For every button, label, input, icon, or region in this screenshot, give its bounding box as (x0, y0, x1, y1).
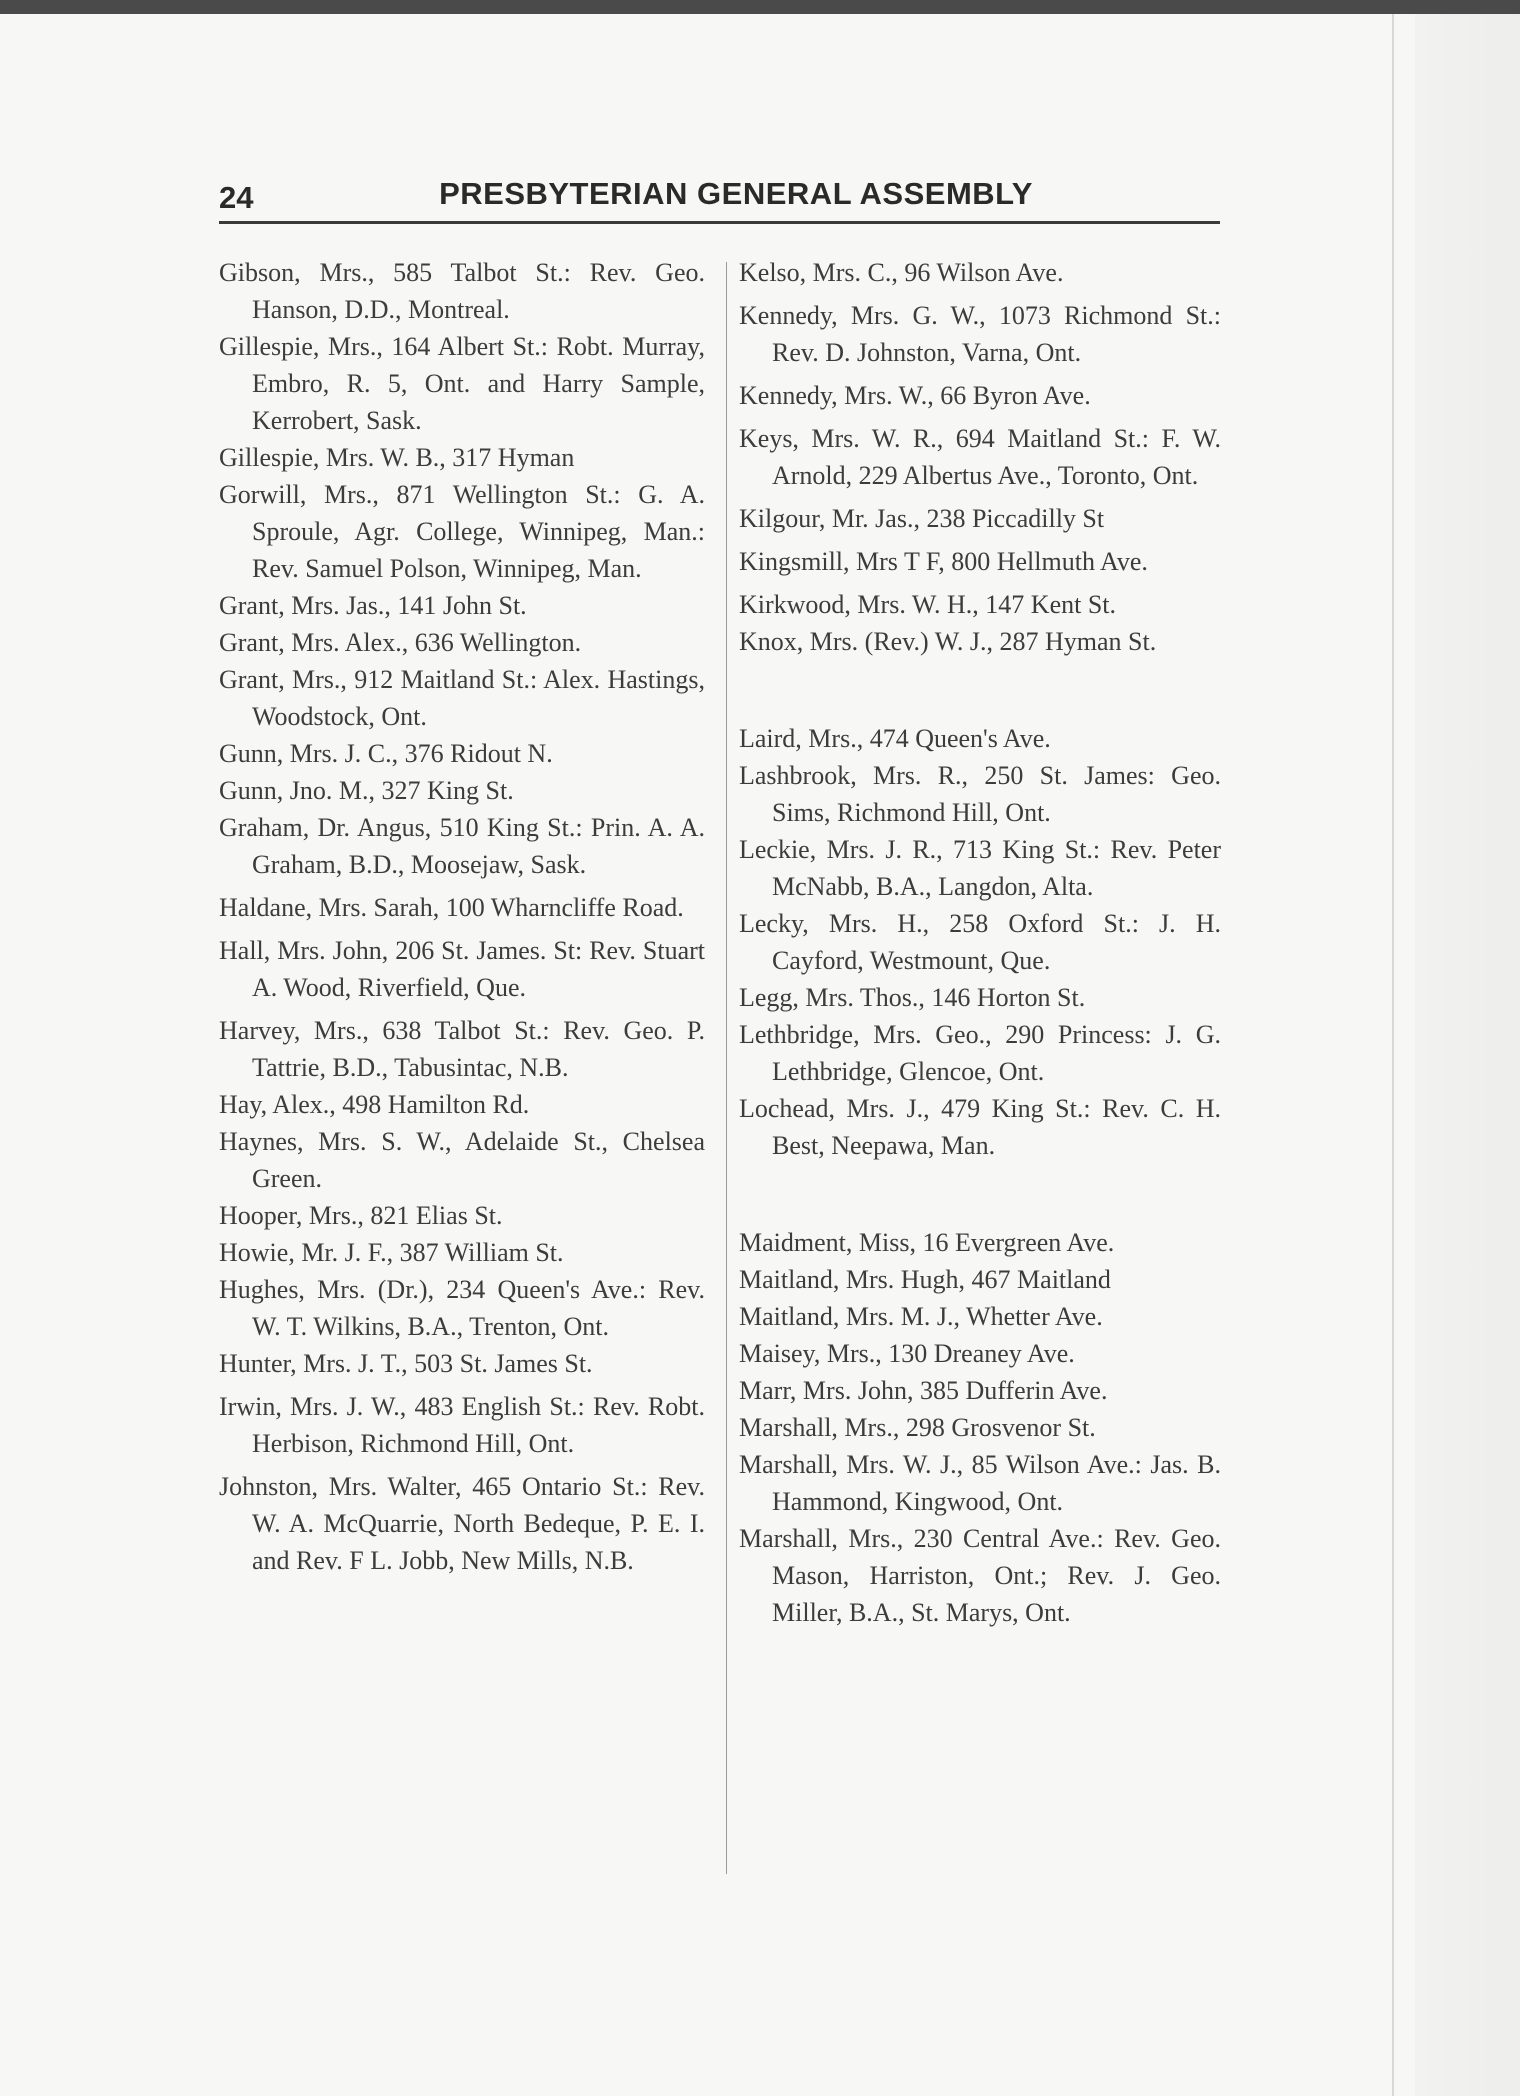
page-gutter (1392, 14, 1394, 2096)
directory-entry: Gorwill, Mrs., 871 Wellington St.: G. A. Sproule, Agr. College, Winnipeg, Man.: Rev. Samuel Polson, Winnipeg, Man. (219, 480, 705, 583)
directory-entry: Grant, Mrs., 912 Maitland St.: Alex. Hastings, Woodstock, Ont. (219, 665, 705, 731)
page-number: 24 (219, 180, 254, 215)
directory-entry: Kirkwood, Mrs. W. H., 147 Kent St. (739, 590, 1117, 619)
directory-entry: Maitland, Mrs. Hugh, 467 Maitland (739, 1265, 1111, 1294)
directory-entry: Hay, Alex., 498 Hamilton Rd. (219, 1090, 530, 1119)
directory-entry: Haldane, Mrs. Sarah, 100 Wharncliffe Road. (219, 893, 684, 922)
directory-entry: Gunn, Jno. M., 327 King St. (219, 776, 514, 805)
directory-entry: Grant, Mrs. Jas., 141 John St. (219, 591, 527, 620)
header-rule (219, 221, 1220, 224)
directory-entry: Grant, Mrs. Alex., 636 Wellington. (219, 628, 582, 657)
directory-entry: Lecky, Mrs. H., 258 Oxford St.: J. H. Cayford, Westmount, Que. (739, 909, 1221, 975)
directory-entry: Lethbridge, Mrs. Geo., 290 Princess: J. G. Lethbridge, Glencoe, Ont. (739, 1020, 1221, 1086)
directory-entry: Graham, Dr. Angus, 510 King St.: Prin. A. A. Graham, B.D., Moosejaw, Sask. (219, 813, 705, 879)
directory-entry: Marr, Mrs. John, 385 Dufferin Ave. (739, 1376, 1108, 1405)
directory-entry: Leckie, Mrs. J. R., 713 King St.: Rev. Peter McNabb, B.A., Langdon, Alta. (739, 835, 1221, 901)
directory-entry: Maitland, Mrs. M. J., Whetter Ave. (739, 1302, 1103, 1331)
directory-entry: Hooper, Mrs., 821 Elias St. (219, 1201, 503, 1230)
directory-entry: Marshall, Mrs., 230 Central Ave.: Rev. Geo. Mason, Harriston, Ont.; Rev. J. Geo. Miller, B.A., St. Marys, Ont. (739, 1524, 1221, 1627)
column-divider (726, 262, 727, 1874)
directory-entry: Kingsmill, Mrs T F, 800 Hellmuth Ave. (739, 547, 1148, 576)
directory-entry: Kennedy, Mrs. W., 66 Byron Ave. (739, 381, 1091, 410)
directory-entry: Gillespie, Mrs. W. B., 317 Hyman (219, 443, 575, 472)
directory-entry: Lochead, Mrs. J., 479 King St.: Rev. C. H. Best, Neepawa, Man. (739, 1094, 1221, 1160)
directory-entry: Keys, Mrs. W. R., 694 Maitland St.: F. W. Arnold, 229 Albertus Ave., Toronto, Ont. (739, 424, 1221, 490)
directory-entry: Irwin, Mrs. J. W., 483 English St.: Rev. Robt. Herbison, Richmond Hill, Ont. (219, 1392, 705, 1458)
directory-entry: Gillespie, Mrs., 164 Albert St.: Robt. Murray, Embro, R. 5, Ont. and Harry Sample, Kerrobert, Sask. (219, 332, 705, 435)
directory-entry: Marshall, Mrs., 298 Grosvenor St. (739, 1413, 1096, 1442)
directory-entry: Haynes, Mrs. S. W., Adelaide St., Chelsea Green. (219, 1127, 705, 1193)
directory-entry: Gunn, Mrs. J. C., 376 Ridout N. (219, 739, 553, 768)
directory-entry: Kelso, Mrs. C., 96 Wilson Ave. (739, 258, 1064, 287)
directory-entry: Johnston, Mrs. Walter, 465 Ontario St.: Rev. W. A. McQuarrie, North Bedeque, P. E. I. and Rev. F L. Jobb, New Mills, N.B. (219, 1472, 705, 1575)
directory-entry: Knox, Mrs. (Rev.) W. J., 287 Hyman St. (739, 627, 1157, 656)
left-column (219, 254, 705, 1579)
running-title: PRESBYTERIAN GENERAL ASSEMBLY (439, 176, 1033, 211)
directory-entry: Kennedy, Mrs. G. W., 1073 Richmond St.: Rev. D. Johnston, Varna, Ont. (739, 301, 1221, 367)
directory-entry: Hughes, Mrs. (Dr.), 234 Queen's Ave.: Rev. W. T. Wilkins, B.A., Trenton, Ont. (219, 1275, 705, 1341)
page-header (219, 176, 1220, 224)
directory-entry: Hunter, Mrs. J. T., 503 St. James St. (219, 1349, 593, 1378)
directory-entry: Maidment, Miss, 16 Evergreen Ave. (739, 1228, 1115, 1257)
directory-entry: Laird, Mrs., 474 Queen's Ave. (739, 724, 1051, 753)
directory-entry: Gibson, Mrs., 585 Talbot St.: Rev. Geo. Hanson, D.D., Montreal. (219, 258, 705, 324)
directory-entry: Harvey, Mrs., 638 Talbot St.: Rev. Geo. P. Tattrie, B.D., Tabusintac, N.B. (219, 1016, 705, 1082)
directory-entry: Lashbrook, Mrs. R., 250 St. James: Geo. Sims, Richmond Hill, Ont. (739, 761, 1221, 827)
directory-entry: Marshall, Mrs. W. J., 85 Wilson Ave.: Jas. B. Hammond, Kingwood, Ont. (739, 1450, 1221, 1516)
directory-entry: Howie, Mr. J. F., 387 William St. (219, 1238, 564, 1267)
facing-page-edge (1415, 14, 1520, 2096)
directory-entry: Maisey, Mrs., 130 Dreaney Ave. (739, 1339, 1075, 1368)
directory-entry: Hall, Mrs. John, 206 St. James. St: Rev. Stuart A. Wood, Riverfield, Que. (219, 936, 705, 1002)
directory-entry: Kilgour, Mr. Jas., 238 Piccadilly St (739, 504, 1105, 533)
directory-entry: Legg, Mrs. Thos., 146 Horton St. (739, 983, 1086, 1012)
right-column (739, 254, 1221, 1631)
